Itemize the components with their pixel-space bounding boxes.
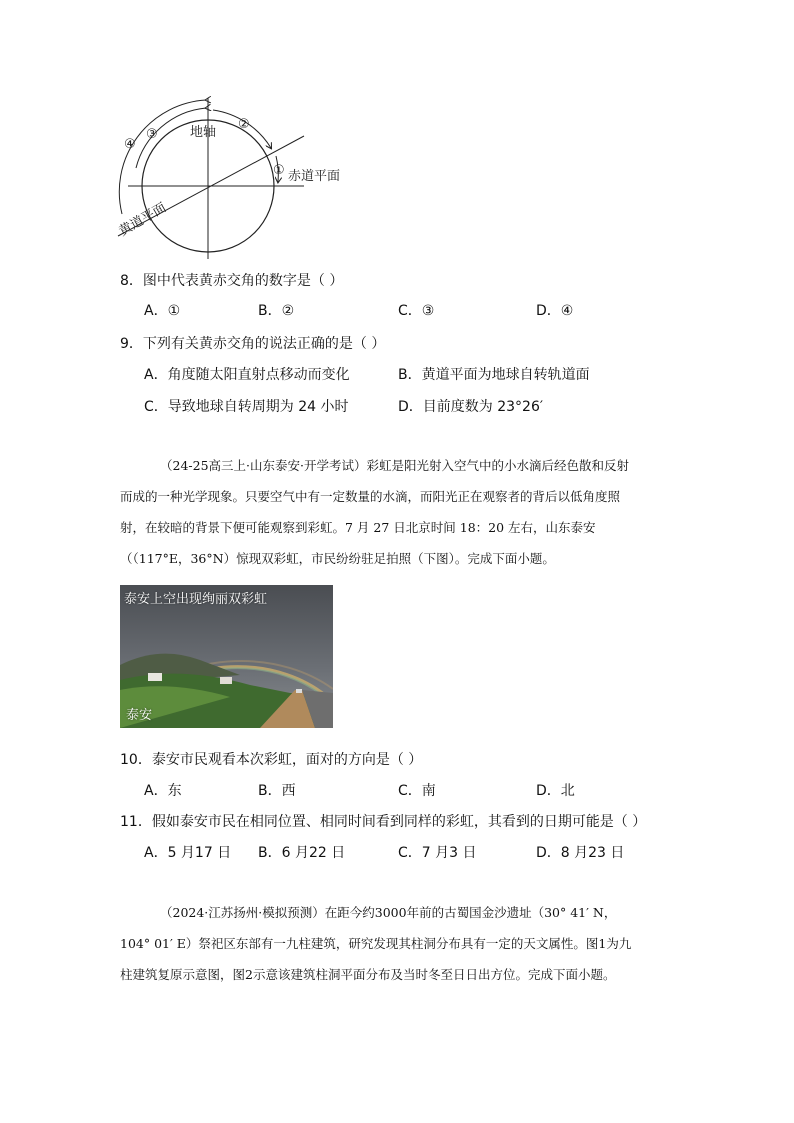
q9-stem: 9．下列有关黄赤交角的说法正确的是（ ） (120, 336, 386, 352)
q11-option-c[interactable]: C．7 月3 日 (398, 845, 477, 861)
q10-option-b[interactable]: B．西 (258, 783, 296, 799)
marker-2: ② (238, 117, 250, 132)
angle-arc-4 (119, 100, 206, 214)
intro-paragraph-jinsha: （2024·江苏扬州·模拟预测）在距今约3000年前的古蜀国金沙遗址（30° 41′ N，104° 01′ E）祭祀区东部有一九柱建筑，研究发现其柱洞分布具有一定的天文属性。图1为九柱建筑复原示意图，图2示意该建筑柱洞平面分布及当时冬至日日出方位。完成下面小题。 (120, 905, 632, 982)
marker-3: ③ (146, 127, 158, 142)
q11-option-a[interactable]: A．5 月17 日 (144, 845, 232, 861)
q10-option-a[interactable]: A．东 (144, 783, 182, 799)
q10-stem: 10．泰安市民观看本次彩虹，面对的方向是（ ） (120, 752, 423, 768)
label-axis: 地轴 (190, 125, 217, 140)
q8-stem: 8．图中代表黄赤交角的数字是（ ） (120, 273, 344, 289)
q8-option-d[interactable]: D．④ (536, 303, 574, 319)
q9-option-d[interactable]: D．目前度数为 23°26′ (398, 399, 544, 415)
marker-1: ① (273, 163, 285, 178)
q8-option-b[interactable]: B．② (258, 303, 295, 319)
photo-caption-bottom: 泰安 (126, 708, 153, 723)
marker-4: ④ (124, 137, 136, 152)
label-ecliptic: 黄道平面 (116, 200, 170, 240)
q8-option-a[interactable]: A．① (144, 303, 181, 319)
q10-option-d[interactable]: D．北 (536, 783, 575, 799)
rainbow-photo (120, 585, 333, 728)
q8-option-c[interactable]: C．③ (398, 303, 435, 319)
ecliptic-equator-diagram (108, 96, 368, 266)
intro-paragraph-rainbow: （24-25高三上·山东泰安·开学考试）彩虹是阳光射入空气中的小水滴后经色散和反射而成的一种光学现象。只要空气中有一定数量的水滴，而阳光正在观察者的背后以低角度照射，在较暗的背景下便可能观察到彩虹。7 月 27 日北京时间 18：20 左右，山东泰安（（117°E，36°N）惊现双彩虹，市民纷纷驻足拍照（下图）。完成下面小题。 (120, 458, 629, 566)
q11-stem: 11．假如泰安市民在相同位置、相同时间看到同样的彩虹，其看到的日期可能是（ ） (120, 814, 647, 830)
q10-option-c[interactable]: C．南 (398, 783, 436, 799)
q11-option-b[interactable]: B．6 月22 日 (258, 845, 346, 861)
photo-caption-top: 泰安上空出现绚丽双彩虹 (124, 592, 268, 607)
label-equator: 赤道平面 (288, 169, 341, 184)
q9-option-b[interactable]: B．黄道平面为地球自转轨道面 (398, 367, 590, 383)
q9-option-a[interactable]: A．角度随太阳直射点移动而变化 (144, 367, 350, 383)
q11-option-d[interactable]: D．8 月23 日 (536, 845, 625, 861)
q9-option-c[interactable]: C．导致地球自转周期为 24 小时 (144, 399, 349, 415)
